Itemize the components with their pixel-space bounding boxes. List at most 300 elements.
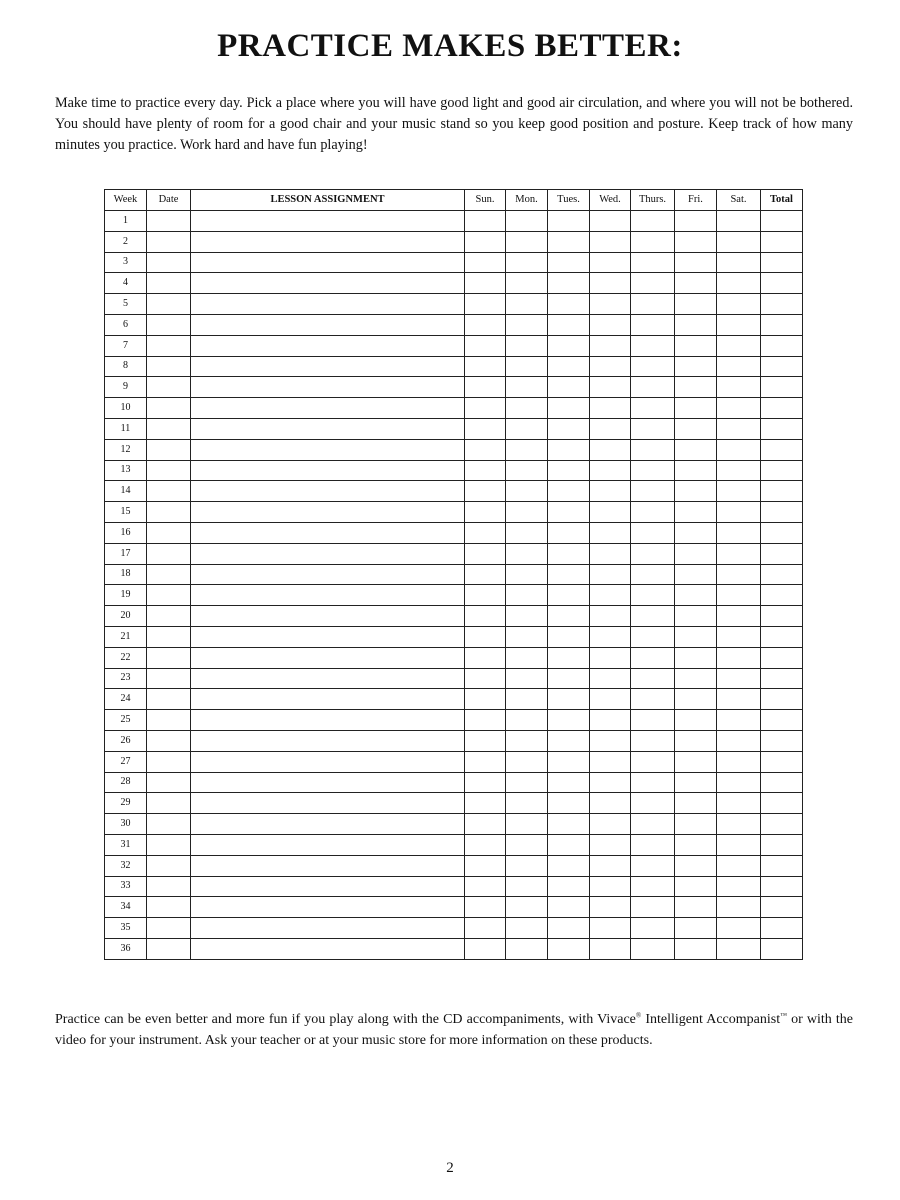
- sun-cell[interactable]: [465, 439, 506, 460]
- thu-cell[interactable]: [631, 543, 675, 564]
- sun-cell[interactable]: [465, 855, 506, 876]
- tue-cell[interactable]: [548, 314, 590, 335]
- assignment-cell[interactable]: [191, 418, 465, 439]
- date-cell[interactable]: [147, 793, 191, 814]
- sun-cell[interactable]: [465, 252, 506, 273]
- mon-cell[interactable]: [506, 751, 548, 772]
- mon-cell[interactable]: [506, 918, 548, 939]
- sun-cell[interactable]: [465, 606, 506, 627]
- thu-cell[interactable]: [631, 730, 675, 751]
- wed-cell[interactable]: [590, 938, 631, 959]
- assignment-cell[interactable]: [191, 793, 465, 814]
- fri-cell[interactable]: [675, 647, 717, 668]
- sun-cell[interactable]: [465, 377, 506, 398]
- wed-cell[interactable]: [590, 356, 631, 377]
- tue-cell[interactable]: [548, 793, 590, 814]
- tue-cell[interactable]: [548, 522, 590, 543]
- assignment-cell[interactable]: [191, 564, 465, 585]
- thu-cell[interactable]: [631, 377, 675, 398]
- wed-cell[interactable]: [590, 252, 631, 273]
- fri-cell[interactable]: [675, 772, 717, 793]
- wed-cell[interactable]: [590, 585, 631, 606]
- fri-cell[interactable]: [675, 730, 717, 751]
- date-cell[interactable]: [147, 564, 191, 585]
- mon-cell[interactable]: [506, 564, 548, 585]
- mon-cell[interactable]: [506, 730, 548, 751]
- fri-cell[interactable]: [675, 689, 717, 710]
- total-cell[interactable]: [761, 564, 803, 585]
- thu-cell[interactable]: [631, 398, 675, 419]
- mon-cell[interactable]: [506, 314, 548, 335]
- mon-cell[interactable]: [506, 543, 548, 564]
- fri-cell[interactable]: [675, 522, 717, 543]
- sun-cell[interactable]: [465, 335, 506, 356]
- thu-cell[interactable]: [631, 439, 675, 460]
- total-cell[interactable]: [761, 314, 803, 335]
- assignment-cell[interactable]: [191, 689, 465, 710]
- thu-cell[interactable]: [631, 481, 675, 502]
- fri-cell[interactable]: [675, 439, 717, 460]
- sat-cell[interactable]: [717, 855, 761, 876]
- assignment-cell[interactable]: [191, 585, 465, 606]
- mon-cell[interactable]: [506, 273, 548, 294]
- sat-cell[interactable]: [717, 585, 761, 606]
- sun-cell[interactable]: [465, 543, 506, 564]
- tue-cell[interactable]: [548, 502, 590, 523]
- date-cell[interactable]: [147, 522, 191, 543]
- tue-cell[interactable]: [548, 273, 590, 294]
- sun-cell[interactable]: [465, 398, 506, 419]
- wed-cell[interactable]: [590, 211, 631, 232]
- sat-cell[interactable]: [717, 439, 761, 460]
- mon-cell[interactable]: [506, 793, 548, 814]
- wed-cell[interactable]: [590, 626, 631, 647]
- fri-cell[interactable]: [675, 668, 717, 689]
- total-cell[interactable]: [761, 377, 803, 398]
- wed-cell[interactable]: [590, 876, 631, 897]
- date-cell[interactable]: [147, 460, 191, 481]
- total-cell[interactable]: [761, 522, 803, 543]
- thu-cell[interactable]: [631, 689, 675, 710]
- sun-cell[interactable]: [465, 647, 506, 668]
- sun-cell[interactable]: [465, 772, 506, 793]
- mon-cell[interactable]: [506, 211, 548, 232]
- sun-cell[interactable]: [465, 481, 506, 502]
- sun-cell[interactable]: [465, 314, 506, 335]
- assignment-cell[interactable]: [191, 626, 465, 647]
- date-cell[interactable]: [147, 502, 191, 523]
- fri-cell[interactable]: [675, 377, 717, 398]
- total-cell[interactable]: [761, 294, 803, 315]
- tue-cell[interactable]: [548, 398, 590, 419]
- sun-cell[interactable]: [465, 273, 506, 294]
- tue-cell[interactable]: [548, 876, 590, 897]
- thu-cell[interactable]: [631, 314, 675, 335]
- sun-cell[interactable]: [465, 522, 506, 543]
- sat-cell[interactable]: [717, 231, 761, 252]
- assignment-cell[interactable]: [191, 647, 465, 668]
- assignment-cell[interactable]: [191, 273, 465, 294]
- fri-cell[interactable]: [675, 356, 717, 377]
- assignment-cell[interactable]: [191, 855, 465, 876]
- mon-cell[interactable]: [506, 398, 548, 419]
- assignment-cell[interactable]: [191, 252, 465, 273]
- tue-cell[interactable]: [548, 647, 590, 668]
- sun-cell[interactable]: [465, 834, 506, 855]
- mon-cell[interactable]: [506, 938, 548, 959]
- sat-cell[interactable]: [717, 938, 761, 959]
- wed-cell[interactable]: [590, 418, 631, 439]
- sun-cell[interactable]: [465, 668, 506, 689]
- fri-cell[interactable]: [675, 460, 717, 481]
- date-cell[interactable]: [147, 398, 191, 419]
- fri-cell[interactable]: [675, 606, 717, 627]
- wed-cell[interactable]: [590, 772, 631, 793]
- date-cell[interactable]: [147, 938, 191, 959]
- tue-cell[interactable]: [548, 211, 590, 232]
- wed-cell[interactable]: [590, 606, 631, 627]
- sat-cell[interactable]: [717, 710, 761, 731]
- mon-cell[interactable]: [506, 502, 548, 523]
- mon-cell[interactable]: [506, 626, 548, 647]
- total-cell[interactable]: [761, 668, 803, 689]
- date-cell[interactable]: [147, 647, 191, 668]
- sun-cell[interactable]: [465, 876, 506, 897]
- wed-cell[interactable]: [590, 460, 631, 481]
- tue-cell[interactable]: [548, 730, 590, 751]
- tue-cell[interactable]: [548, 377, 590, 398]
- date-cell[interactable]: [147, 626, 191, 647]
- tue-cell[interactable]: [548, 710, 590, 731]
- total-cell[interactable]: [761, 689, 803, 710]
- date-cell[interactable]: [147, 751, 191, 772]
- sat-cell[interactable]: [717, 564, 761, 585]
- date-cell[interactable]: [147, 252, 191, 273]
- thu-cell[interactable]: [631, 252, 675, 273]
- assignment-cell[interactable]: [191, 231, 465, 252]
- mon-cell[interactable]: [506, 689, 548, 710]
- sat-cell[interactable]: [717, 252, 761, 273]
- tue-cell[interactable]: [548, 439, 590, 460]
- fri-cell[interactable]: [675, 273, 717, 294]
- assignment-cell[interactable]: [191, 772, 465, 793]
- assignment-cell[interactable]: [191, 751, 465, 772]
- tue-cell[interactable]: [548, 938, 590, 959]
- tue-cell[interactable]: [548, 585, 590, 606]
- date-cell[interactable]: [147, 668, 191, 689]
- date-cell[interactable]: [147, 481, 191, 502]
- sun-cell[interactable]: [465, 710, 506, 731]
- total-cell[interactable]: [761, 730, 803, 751]
- sun-cell[interactable]: [465, 564, 506, 585]
- date-cell[interactable]: [147, 855, 191, 876]
- date-cell[interactable]: [147, 211, 191, 232]
- fri-cell[interactable]: [675, 585, 717, 606]
- thu-cell[interactable]: [631, 626, 675, 647]
- sun-cell[interactable]: [465, 294, 506, 315]
- assignment-cell[interactable]: [191, 668, 465, 689]
- tue-cell[interactable]: [548, 543, 590, 564]
- thu-cell[interactable]: [631, 418, 675, 439]
- total-cell[interactable]: [761, 543, 803, 564]
- wed-cell[interactable]: [590, 793, 631, 814]
- wed-cell[interactable]: [590, 377, 631, 398]
- wed-cell[interactable]: [590, 668, 631, 689]
- mon-cell[interactable]: [506, 335, 548, 356]
- thu-cell[interactable]: [631, 335, 675, 356]
- date-cell[interactable]: [147, 231, 191, 252]
- mon-cell[interactable]: [506, 814, 548, 835]
- sun-cell[interactable]: [465, 211, 506, 232]
- mon-cell[interactable]: [506, 522, 548, 543]
- date-cell[interactable]: [147, 918, 191, 939]
- fri-cell[interactable]: [675, 793, 717, 814]
- date-cell[interactable]: [147, 606, 191, 627]
- sat-cell[interactable]: [717, 398, 761, 419]
- mon-cell[interactable]: [506, 481, 548, 502]
- total-cell[interactable]: [761, 626, 803, 647]
- sat-cell[interactable]: [717, 772, 761, 793]
- sun-cell[interactable]: [465, 418, 506, 439]
- total-cell[interactable]: [761, 439, 803, 460]
- sat-cell[interactable]: [717, 606, 761, 627]
- date-cell[interactable]: [147, 710, 191, 731]
- total-cell[interactable]: [761, 855, 803, 876]
- wed-cell[interactable]: [590, 897, 631, 918]
- wed-cell[interactable]: [590, 522, 631, 543]
- tue-cell[interactable]: [548, 897, 590, 918]
- wed-cell[interactable]: [590, 231, 631, 252]
- assignment-cell[interactable]: [191, 834, 465, 855]
- mon-cell[interactable]: [506, 356, 548, 377]
- assignment-cell[interactable]: [191, 439, 465, 460]
- assignment-cell[interactable]: [191, 710, 465, 731]
- wed-cell[interactable]: [590, 314, 631, 335]
- tue-cell[interactable]: [548, 668, 590, 689]
- assignment-cell[interactable]: [191, 918, 465, 939]
- fri-cell[interactable]: [675, 481, 717, 502]
- total-cell[interactable]: [761, 585, 803, 606]
- thu-cell[interactable]: [631, 585, 675, 606]
- date-cell[interactable]: [147, 876, 191, 897]
- total-cell[interactable]: [761, 606, 803, 627]
- total-cell[interactable]: [761, 772, 803, 793]
- sat-cell[interactable]: [717, 502, 761, 523]
- sat-cell[interactable]: [717, 730, 761, 751]
- assignment-cell[interactable]: [191, 876, 465, 897]
- thu-cell[interactable]: [631, 793, 675, 814]
- mon-cell[interactable]: [506, 294, 548, 315]
- mon-cell[interactable]: [506, 647, 548, 668]
- wed-cell[interactable]: [590, 543, 631, 564]
- mon-cell[interactable]: [506, 418, 548, 439]
- thu-cell[interactable]: [631, 938, 675, 959]
- wed-cell[interactable]: [590, 647, 631, 668]
- assignment-cell[interactable]: [191, 398, 465, 419]
- thu-cell[interactable]: [631, 668, 675, 689]
- assignment-cell[interactable]: [191, 335, 465, 356]
- date-cell[interactable]: [147, 543, 191, 564]
- total-cell[interactable]: [761, 793, 803, 814]
- mon-cell[interactable]: [506, 668, 548, 689]
- thu-cell[interactable]: [631, 876, 675, 897]
- wed-cell[interactable]: [590, 481, 631, 502]
- tue-cell[interactable]: [548, 335, 590, 356]
- thu-cell[interactable]: [631, 564, 675, 585]
- tue-cell[interactable]: [548, 918, 590, 939]
- date-cell[interactable]: [147, 418, 191, 439]
- thu-cell[interactable]: [631, 460, 675, 481]
- sun-cell[interactable]: [465, 356, 506, 377]
- tue-cell[interactable]: [548, 772, 590, 793]
- fri-cell[interactable]: [675, 231, 717, 252]
- tue-cell[interactable]: [548, 855, 590, 876]
- date-cell[interactable]: [147, 585, 191, 606]
- thu-cell[interactable]: [631, 231, 675, 252]
- total-cell[interactable]: [761, 710, 803, 731]
- fri-cell[interactable]: [675, 814, 717, 835]
- date-cell[interactable]: [147, 273, 191, 294]
- mon-cell[interactable]: [506, 585, 548, 606]
- sat-cell[interactable]: [717, 918, 761, 939]
- thu-cell[interactable]: [631, 294, 675, 315]
- sun-cell[interactable]: [465, 814, 506, 835]
- fri-cell[interactable]: [675, 502, 717, 523]
- sun-cell[interactable]: [465, 231, 506, 252]
- fri-cell[interactable]: [675, 834, 717, 855]
- sun-cell[interactable]: [465, 938, 506, 959]
- wed-cell[interactable]: [590, 918, 631, 939]
- total-cell[interactable]: [761, 502, 803, 523]
- thu-cell[interactable]: [631, 814, 675, 835]
- date-cell[interactable]: [147, 335, 191, 356]
- tue-cell[interactable]: [548, 751, 590, 772]
- sat-cell[interactable]: [717, 460, 761, 481]
- sun-cell[interactable]: [465, 730, 506, 751]
- thu-cell[interactable]: [631, 606, 675, 627]
- wed-cell[interactable]: [590, 273, 631, 294]
- sat-cell[interactable]: [717, 834, 761, 855]
- mon-cell[interactable]: [506, 855, 548, 876]
- total-cell[interactable]: [761, 751, 803, 772]
- sat-cell[interactable]: [717, 294, 761, 315]
- sat-cell[interactable]: [717, 626, 761, 647]
- total-cell[interactable]: [761, 211, 803, 232]
- fri-cell[interactable]: [675, 398, 717, 419]
- thu-cell[interactable]: [631, 918, 675, 939]
- thu-cell[interactable]: [631, 897, 675, 918]
- total-cell[interactable]: [761, 814, 803, 835]
- assignment-cell[interactable]: [191, 377, 465, 398]
- sat-cell[interactable]: [717, 689, 761, 710]
- total-cell[interactable]: [761, 834, 803, 855]
- total-cell[interactable]: [761, 460, 803, 481]
- mon-cell[interactable]: [506, 834, 548, 855]
- wed-cell[interactable]: [590, 439, 631, 460]
- sat-cell[interactable]: [717, 876, 761, 897]
- fri-cell[interactable]: [675, 314, 717, 335]
- date-cell[interactable]: [147, 377, 191, 398]
- fri-cell[interactable]: [675, 418, 717, 439]
- tue-cell[interactable]: [548, 418, 590, 439]
- thu-cell[interactable]: [631, 211, 675, 232]
- total-cell[interactable]: [761, 356, 803, 377]
- thu-cell[interactable]: [631, 502, 675, 523]
- tue-cell[interactable]: [548, 481, 590, 502]
- assignment-cell[interactable]: [191, 606, 465, 627]
- fri-cell[interactable]: [675, 543, 717, 564]
- thu-cell[interactable]: [631, 273, 675, 294]
- sun-cell[interactable]: [465, 793, 506, 814]
- total-cell[interactable]: [761, 273, 803, 294]
- sat-cell[interactable]: [717, 356, 761, 377]
- sat-cell[interactable]: [717, 793, 761, 814]
- assignment-cell[interactable]: [191, 211, 465, 232]
- sat-cell[interactable]: [717, 668, 761, 689]
- sat-cell[interactable]: [717, 314, 761, 335]
- total-cell[interactable]: [761, 897, 803, 918]
- assignment-cell[interactable]: [191, 522, 465, 543]
- sat-cell[interactable]: [717, 211, 761, 232]
- tue-cell[interactable]: [548, 814, 590, 835]
- wed-cell[interactable]: [590, 751, 631, 772]
- thu-cell[interactable]: [631, 522, 675, 543]
- tue-cell[interactable]: [548, 606, 590, 627]
- sun-cell[interactable]: [465, 897, 506, 918]
- tue-cell[interactable]: [548, 564, 590, 585]
- date-cell[interactable]: [147, 814, 191, 835]
- sat-cell[interactable]: [717, 897, 761, 918]
- wed-cell[interactable]: [590, 564, 631, 585]
- total-cell[interactable]: [761, 938, 803, 959]
- sun-cell[interactable]: [465, 689, 506, 710]
- tue-cell[interactable]: [548, 294, 590, 315]
- fri-cell[interactable]: [675, 855, 717, 876]
- fri-cell[interactable]: [675, 751, 717, 772]
- thu-cell[interactable]: [631, 710, 675, 731]
- mon-cell[interactable]: [506, 897, 548, 918]
- mon-cell[interactable]: [506, 460, 548, 481]
- wed-cell[interactable]: [590, 710, 631, 731]
- thu-cell[interactable]: [631, 647, 675, 668]
- total-cell[interactable]: [761, 252, 803, 273]
- date-cell[interactable]: [147, 356, 191, 377]
- assignment-cell[interactable]: [191, 314, 465, 335]
- assignment-cell[interactable]: [191, 730, 465, 751]
- assignment-cell[interactable]: [191, 294, 465, 315]
- date-cell[interactable]: [147, 314, 191, 335]
- total-cell[interactable]: [761, 231, 803, 252]
- sat-cell[interactable]: [717, 647, 761, 668]
- thu-cell[interactable]: [631, 751, 675, 772]
- total-cell[interactable]: [761, 647, 803, 668]
- wed-cell[interactable]: [590, 730, 631, 751]
- tue-cell[interactable]: [548, 834, 590, 855]
- fri-cell[interactable]: [675, 897, 717, 918]
- total-cell[interactable]: [761, 418, 803, 439]
- sat-cell[interactable]: [717, 481, 761, 502]
- sun-cell[interactable]: [465, 502, 506, 523]
- wed-cell[interactable]: [590, 294, 631, 315]
- total-cell[interactable]: [761, 876, 803, 897]
- mon-cell[interactable]: [506, 439, 548, 460]
- mon-cell[interactable]: [506, 710, 548, 731]
- assignment-cell[interactable]: [191, 356, 465, 377]
- thu-cell[interactable]: [631, 772, 675, 793]
- sun-cell[interactable]: [465, 460, 506, 481]
- date-cell[interactable]: [147, 294, 191, 315]
- mon-cell[interactable]: [506, 377, 548, 398]
